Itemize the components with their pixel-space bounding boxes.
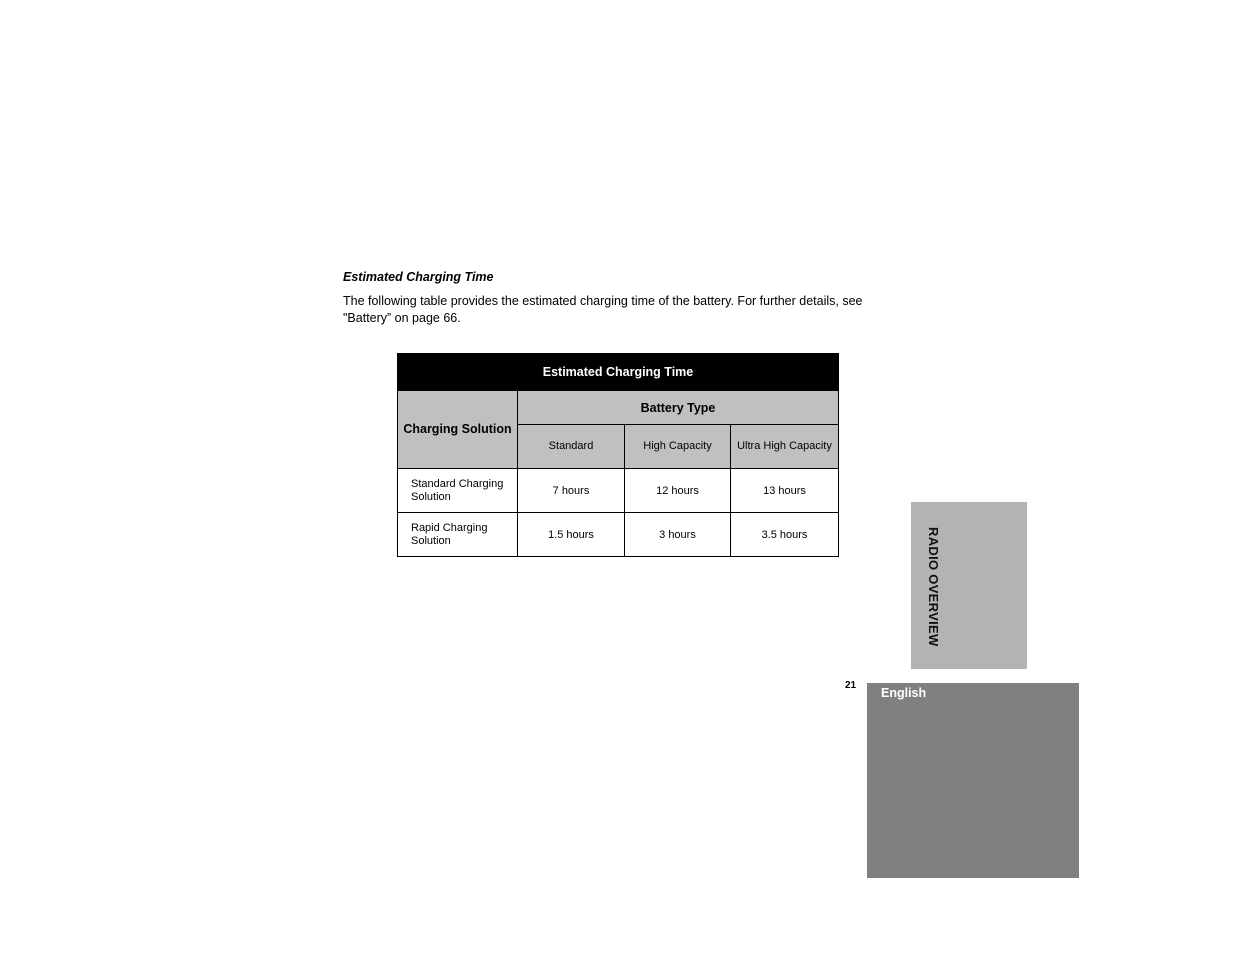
language-box bbox=[867, 683, 1079, 878]
table-cell: 7 hours bbox=[518, 469, 625, 513]
battery-type-ultra-high-capacity: Ultra High Capacity bbox=[731, 425, 839, 469]
battery-type-high-capacity: High Capacity bbox=[625, 425, 731, 469]
side-tab-label: RADIO OVERVIEW bbox=[926, 527, 941, 647]
table-row bbox=[398, 513, 839, 557]
page-number: 21 bbox=[845, 680, 857, 691]
table-cell: 13 hours bbox=[731, 469, 839, 513]
intro-paragraph: The following table provides the estimated charging time of the battery. For further details, see "Battery” on page 66. bbox=[343, 294, 863, 325]
table-cell: 1.5 hours bbox=[518, 513, 625, 557]
row-solution-label: Rapid Charging Solution bbox=[398, 513, 518, 557]
table-cell: 3.5 hours bbox=[731, 513, 839, 557]
row-solution-label: Standard Charging Solution bbox=[398, 469, 518, 513]
charging-time-table bbox=[397, 353, 839, 557]
table-row bbox=[398, 469, 839, 513]
charging-solution-header: Charging Solution bbox=[398, 391, 518, 469]
language-label: English bbox=[881, 686, 927, 700]
table-cell: 3 hours bbox=[625, 513, 731, 557]
table-cell: 12 hours bbox=[625, 469, 731, 513]
section-heading: Estimated Charging Time bbox=[343, 270, 494, 284]
battery-type-standard: Standard bbox=[518, 425, 625, 469]
battery-type-header: Battery Type bbox=[518, 391, 839, 425]
table-title: Estimated Charging Time bbox=[398, 354, 839, 391]
